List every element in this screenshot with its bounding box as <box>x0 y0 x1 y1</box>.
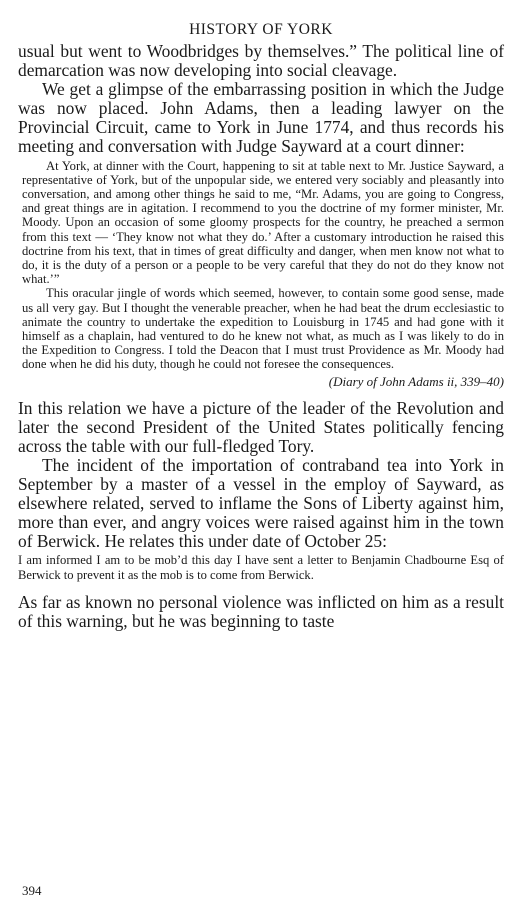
block-quote-adams-1: At York, at dinner with the Court, happening to sit at table next to Mr. Justice Sayward, a representative of York, but of the unpopular side, we entered very sociably and pleasantly into conversation, and among other things he said to me, “Mr. Adams, you are going to Congress, and great things are in agitation. I recommend to you the doctrine of my former minister, Mr. Moody. Upon an occasion of some gloomy prospects for the country, he preached a sermon from this text — ‘They know not what they do.’ After a customary introduction he raised this doctrine from his text, that in times of great difficulty and danger, when men know not what to do, it is the duty of a person or a people to be very careful that they do not do they know not what.’” <box>22 158 504 287</box>
paragraph-3: In this relation we have a picture of the leader of the Revolution and later the second President of the United States politically fencing across the table with our full-fledged Tory. <box>18 397 504 456</box>
page-number: 394 <box>22 883 42 898</box>
paragraph-4: The incident of the importation of contraband tea into York in September by a master of a vessel in the employ of Sayward, as elsewhere related, served to inflame the Sons of Liberty against him, more than ever, and angry voices were raised against him in the town of Berwick. He relates this under date of October 25: <box>18 454 504 552</box>
paragraph-1: usual but went to Woodbridges by themselves.” The political line of demarcation was now developing into social cleavage. <box>18 41 504 81</box>
quote-citation: (Diary of John Adams ii, 339–40) <box>328 373 504 389</box>
block-quote-adams-2: This oracular jingle of words which seemed, however, to contain some good sense, made us all very gay. But I thought the venerable preacher, when he had beat the drum ecclesiastic to animate the country to undertake the expedition to Louisburg in 1745 and had gone with it himself as a chaplain, had ventured to do he knew not what, as much as I was likely to do in the Expedition to Congress. I told the Deacon that I must trust Providence as Mr. Moody had done when he did his duty, though he could not foresee the consequences. <box>22 286 504 372</box>
block-quote-letter: I am informed I am to be mob’d this day I have sent a letter to Benjamin Chadbourne Esq of Berwick to prevent it as the mob is to come from Berwick. <box>18 553 504 582</box>
paragraph-2: We get a glimpse of the embarrassing position in which the Judge was now placed. John Adams, then a leading lawyer on the Provincial Circuit, came to York in June 1774, and thus records his meeting and conversation with Judge Sayward at a court dinner: <box>18 79 504 157</box>
running-head: HISTORY OF YORK <box>189 21 333 38</box>
paragraph-5: As far as known no personal violence was inflicted on him as a result of this warning, but he was beginning to taste <box>18 591 504 631</box>
